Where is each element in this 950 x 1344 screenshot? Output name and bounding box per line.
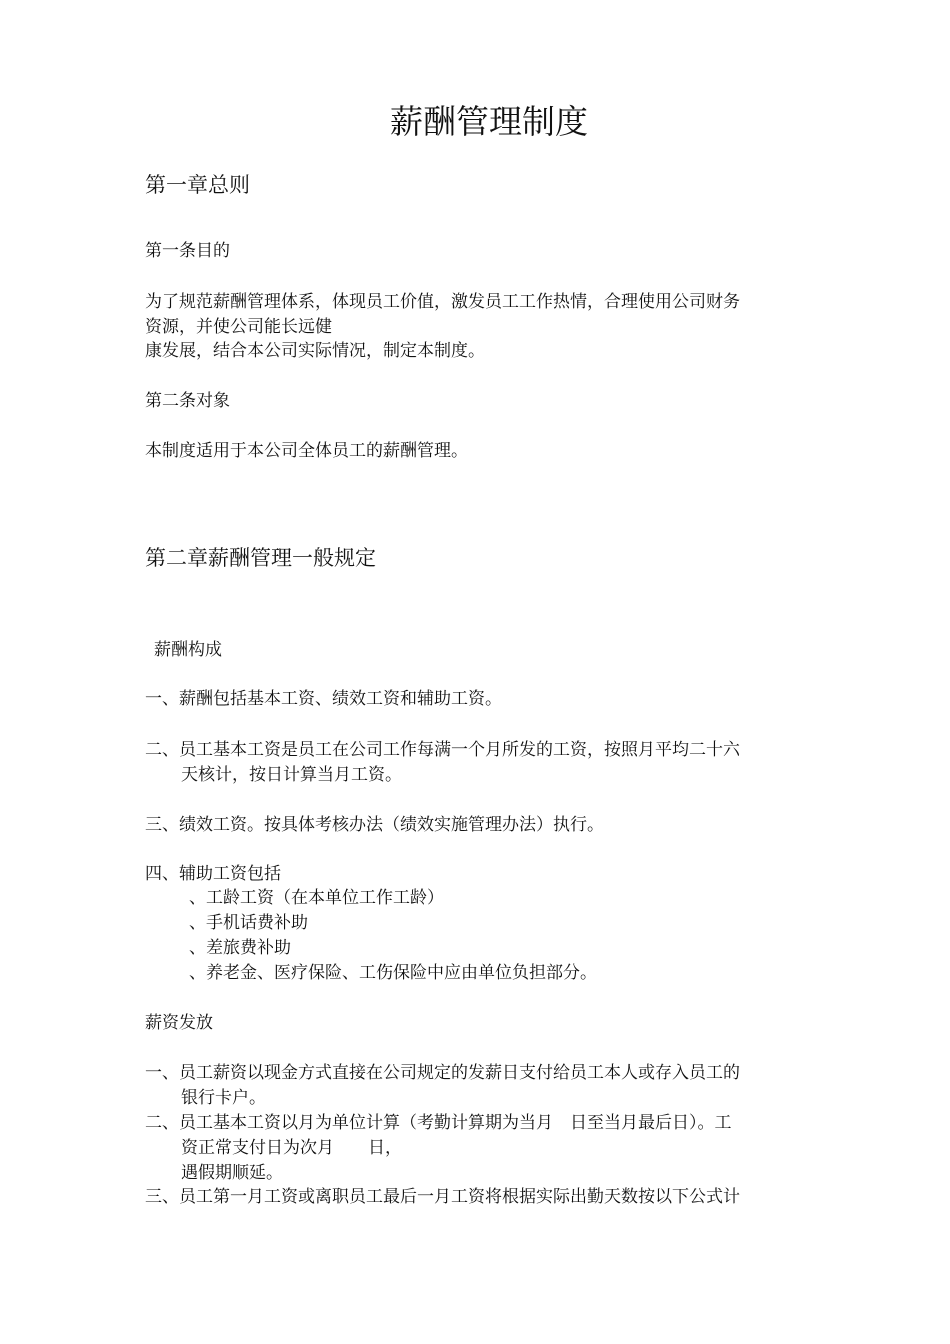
article-2-text: 本制度适用于本公司全体员工的薪酬管理。 bbox=[145, 441, 468, 461]
article-1-heading: 第一条目的 bbox=[145, 241, 230, 261]
composition-item-1: 一、薪酬包括基本工资、绩效工资和辅助工资。 bbox=[145, 689, 502, 709]
article-2-heading: 第二条对象 bbox=[145, 391, 230, 411]
composition-item-2-line-2: 天核计，按日计算当月工资。 bbox=[181, 765, 402, 785]
article-1-line-2: 资源，并使公司能长远健 bbox=[145, 317, 332, 337]
sub-item-4: 、养老金、医疗保险、工伤保险中应由单位负担部分。 bbox=[189, 963, 597, 983]
composition-item-4: 四、辅助工资包括 bbox=[145, 864, 281, 884]
document-title: 薪酬管理制度 bbox=[390, 102, 588, 141]
article-1-line-3: 康发展，结合本公司实际情况，制定本制度。 bbox=[145, 341, 485, 361]
chapter-2-heading: 第二章薪酬管理一般规定 bbox=[145, 546, 376, 570]
payment-item-3: 三、员工第一月工资或离职员工最后一月工资将根据实际出勤天数按以下公式计 bbox=[145, 1187, 740, 1207]
sub-item-2: 、手机话费补助 bbox=[189, 913, 308, 933]
payment-item-1-line-1: 一、员工薪资以现金方式直接在公司规定的发薪日支付给员工本人或存入员工的 bbox=[145, 1063, 740, 1083]
payment-item-1-line-2: 银行卡户。 bbox=[181, 1088, 266, 1108]
composition-item-2-line-1: 二、员工基本工资是员工在公司工作每满一个月所发的工资，按照月平均二十六 bbox=[145, 740, 740, 760]
composition-heading: 薪酬构成 bbox=[154, 640, 222, 660]
sub-item-3: 、差旅费补助 bbox=[189, 938, 291, 958]
payment-item-2-line-1: 二、员工基本工资以月为单位计算（考勤计算期为当月 日至当月最后日）。工 bbox=[145, 1113, 732, 1133]
sub-item-1: 、工龄工资（在本单位工作工龄） bbox=[189, 888, 444, 908]
composition-item-3: 三、绩效工资。按具体考核办法（绩效实施管理办法）执行。 bbox=[145, 815, 604, 835]
article-1-line-1: 为了规范薪酬管理体系，体现员工价值，激发员工工作热情，合理使用公司财务 bbox=[145, 292, 740, 312]
payment-heading: 薪资发放 bbox=[145, 1013, 213, 1033]
chapter-1-heading: 第一章总则 bbox=[145, 173, 250, 197]
payment-item-2-line-2: 资正常支付日为次月 日， bbox=[181, 1138, 402, 1158]
payment-item-2-line-3: 遇假期顺延。 bbox=[181, 1163, 283, 1183]
